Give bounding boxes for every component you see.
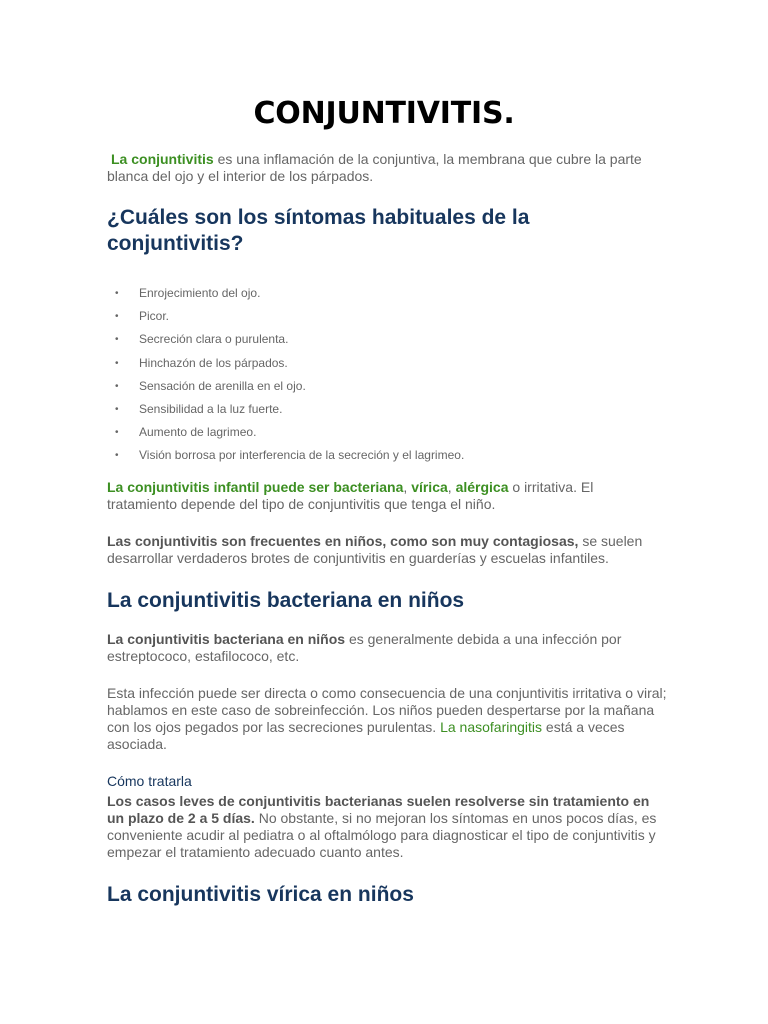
allergic-link[interactable]: alérgica [455,479,509,495]
list-item: • Hinchazón de los párpados. [115,352,464,375]
viral-heading: La conjuntivitis vírica en niños [107,883,414,906]
frequency-rest: se suelen desarrollar verdaderos brotes de conjuntivitis en guarderías y escuelas infantiles. [107,533,643,566]
separator: , [447,479,456,495]
types-rest: o irritativa. El tratamiento depende del tipo de conjuntivitis que tenga el niño. [107,479,594,512]
list-item: • Sensación de arenilla en el ojo. [115,375,464,398]
intro-text: es una inflamación de la conjuntiva, la membrana que cubre la parte blanca del ojo y el interior de los párpados. [107,151,642,184]
frequency-bold: Las conjuntivitis son frecuentes en niños, como son muy contagiosas, [107,533,579,549]
symptoms-heading: ¿Cuáles son los síntomas habituales de la conjuntivitis? [107,206,530,255]
list-item: • Visión borrosa por interferencia de la secreción y el lagrimeo. [115,444,464,467]
treatment-rest: No obstante, si no mejoran los síntomas en unos pocos días, es conveniente acudir al pediatra o al oftalmólogo para diagnosticar el tipo de conjuntivitis y empezar el tratamiento adecuado cuanto antes. [107,810,657,860]
list-item: • Enrojecimiento del ojo. [115,282,464,305]
frequency-paragraph [107,533,667,567]
nasofaringitis-link[interactable]: La nasofaringitis [440,719,543,735]
treatment-heading: Cómo tratarla [107,773,192,789]
list-item: • Sensibilidad a la luz fuerte. [115,398,464,421]
infection-rest: está a veces asociada. [107,719,625,752]
viral-link[interactable]: vírica [411,479,448,495]
separator: , [403,479,412,495]
list-item: • Picor. [115,305,464,328]
bacterial-paragraph [107,631,667,665]
types-paragraph [107,479,667,513]
symptoms-list [115,282,464,468]
bacterial-rest: es generalmente debida a una infección por estreptococo, estafilococo, etc. [107,631,622,664]
list-item: • Secreción clara o purulenta. [115,328,464,351]
bacterial-heading: La conjuntivitis bacteriana en niños [107,589,465,612]
infection-text: Esta infección puede ser directa o como consecuencia de una conjuntivitis irritativa o viral; hablamos en este caso de sobreinfección. Los niños pueden despertarse por la mañana con los ojos pegados por las secreciones purulentas. [107,685,667,735]
intro-paragraph [107,151,667,185]
document-title: CONJUNTIVITIS. [253,96,515,131]
treatment-bold: Los casos leves de conjuntivitis bacterianas suelen resolverse sin tratamiento en un plazo de 2 a 5 días. [107,793,650,826]
types-lead: La conjuntivitis infantil puede ser bacteriana [107,479,404,495]
list-item: • Aumento de lagrimeo. [115,421,464,444]
bacterial-bold: La conjuntivitis bacteriana en niños [107,631,346,647]
treatment-paragraph [107,793,667,861]
infection-paragraph [107,685,667,753]
intro-term: La conjuntivitis [111,151,214,167]
